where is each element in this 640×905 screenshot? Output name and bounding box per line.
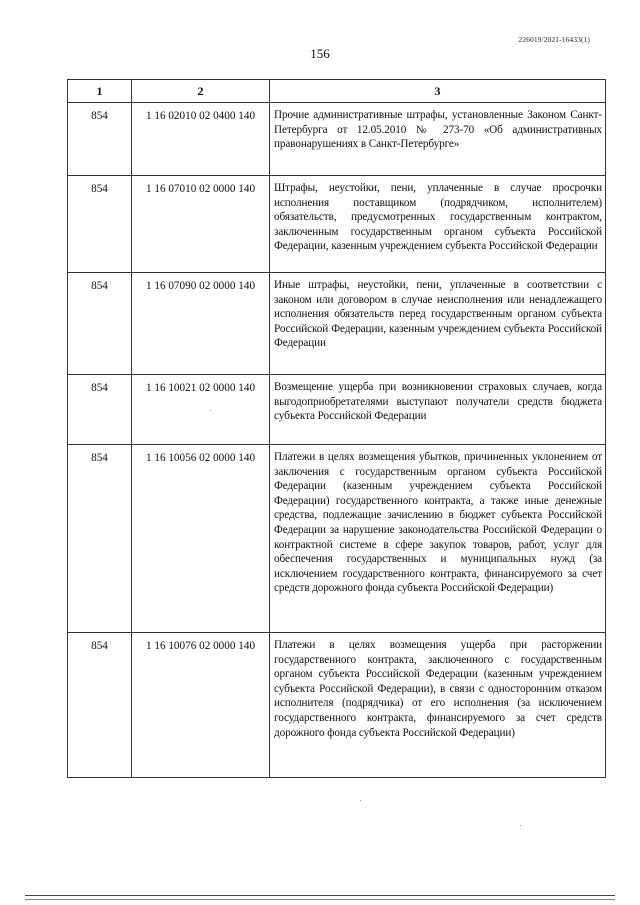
income-code-cell: 1 16 10076 02 0000 140: [132, 633, 270, 778]
column-header: 1: [68, 80, 132, 103]
table-row: [68, 633, 606, 778]
page-number: 156: [310, 46, 330, 61]
table-header-row: [68, 80, 606, 103]
document-id: 226019/2021-16433(1): [518, 35, 590, 44]
income-code-cell: 1 16 10021 02 0000 140: [132, 375, 270, 445]
income-code-cell: 1 16 10056 02 0000 140: [132, 445, 270, 633]
description-cell: Иные штрафы, неустойки, пени, уплаченные в соответствии с законом или договором в случае неисполнения или ненадлежащего исполнения обязательств перед государственным органом субъекта Российской Федерации, казенным учреждением субъекта Российской Федерации: [270, 273, 606, 375]
income-codes-table: [67, 79, 606, 778]
description-cell: Платежи в целях возмещения убытков, причиненных уклонением от заключения с государственным органом субъекта Российской Федерации (казенным учреждением субъекта Российской Федерации) государственного контракта, а также иные денежные средства, подлежащие зачислению в бюджет субъекта Российской Федерации за нарушение законодательства Российской Федерации о контрактной системе в сфере закупок товаров, работ, услуг для обеспечения государственных и муниципальных нужд (за исключением государственного контракта, финансируемого за счет средств дорожного фонда субъекта Российской Федерации): [270, 445, 606, 633]
description-cell: Прочие административные штрафы, установленные Законом Санкт-Петербурга от 12.05.2010 № 273-70 «Об административных правонарушениях в Санкт-Петербурге»: [270, 103, 606, 176]
table-row: [68, 103, 606, 176]
admin-code-cell: 854: [68, 273, 132, 375]
table-row: [68, 273, 606, 375]
income-code-cell: 1 16 07090 02 0000 140: [132, 273, 270, 375]
column-header: 3: [270, 80, 606, 103]
scan-speck: [520, 825, 521, 826]
table-row: [68, 176, 606, 273]
income-code-cell: 1 16 02010 02 0400 140: [132, 103, 270, 176]
scan-speck: [210, 410, 211, 411]
page-bottom-rule: [25, 895, 615, 896]
description-cell: Штрафы, неустойки, пени, уплаченные в случае просрочки исполнения поставщиком (подрядчиком, исполнителем) обязательств, предусмотренных государственным контрактом, заключенным государственным органом субъекта Российской Федерации, казенным учреждением субъекта Российской Федерации: [270, 176, 606, 273]
admin-code-cell: 854: [68, 176, 132, 273]
description-cell: Платежи в целях возмещения ущерба при расторжении государственного контракта, заключенного с государственным органом субъекта Российской Федерации (казенным учреждением субъекта Российской Федерации), в связи с односторонним отказом исполнителя (подрядчика) от его исполнения (за исключением государственного контракта, финансируемого за счет средств дорожного фонда субъекта Российской Федерации): [270, 633, 606, 778]
table-row: [68, 445, 606, 633]
column-header: 2: [132, 80, 270, 103]
scan-speck: [360, 800, 361, 801]
table-row: [68, 375, 606, 445]
admin-code-cell: 854: [68, 375, 132, 445]
page-bottom-rule: [25, 899, 615, 900]
income-code-cell: 1 16 07010 02 0000 140: [132, 176, 270, 273]
admin-code-cell: 854: [68, 445, 132, 633]
admin-code-cell: 854: [68, 633, 132, 778]
admin-code-cell: 854: [68, 103, 132, 176]
description-cell: Возмещение ущерба при возникновении страховых случаев, когда выгодоприобретателями выступают получатели средств бюджета субъекта Российской Федерации: [270, 375, 606, 445]
